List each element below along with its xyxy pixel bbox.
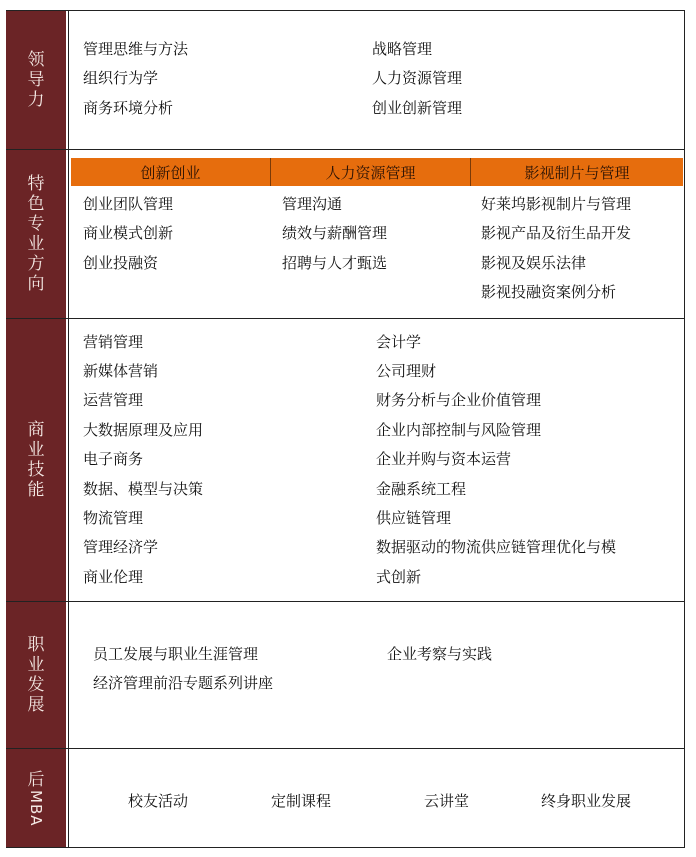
label-char: 方 bbox=[27, 254, 45, 274]
course-item: 数据驱动的物流供应链管理优化与模 bbox=[376, 538, 617, 556]
course-item: 金融系统工程 bbox=[376, 480, 467, 498]
label-char: 领 bbox=[27, 50, 45, 70]
course-item: 创业创新管理 bbox=[372, 99, 463, 117]
section-content-leadership bbox=[68, 11, 685, 149]
course-item: 云讲堂 bbox=[424, 792, 470, 810]
table-bottom-line bbox=[6, 847, 685, 848]
course-item: 定制课程 bbox=[271, 792, 332, 810]
course-item: 战略管理 bbox=[372, 40, 433, 58]
section-content-business bbox=[68, 319, 685, 601]
course-item: 物流管理 bbox=[83, 509, 144, 527]
course-item: 新媒体营销 bbox=[83, 362, 159, 380]
section-label-business bbox=[6, 319, 66, 601]
course-item: 管理经济学 bbox=[83, 538, 159, 556]
section-leadership bbox=[6, 10, 685, 149]
course-item: 终身职业发展 bbox=[541, 792, 632, 810]
course-item: 公司理财 bbox=[376, 362, 437, 380]
specialty-header: 影视制片与管理 bbox=[471, 158, 683, 186]
course-item: 人力资源管理 bbox=[372, 69, 463, 87]
label-char: 展 bbox=[27, 695, 45, 715]
course-item: 经济管理前沿专题系列讲座 bbox=[93, 674, 274, 692]
course-item: 企业考察与实践 bbox=[387, 645, 493, 663]
label-char: 色 bbox=[27, 194, 45, 214]
label-char: 力 bbox=[27, 90, 45, 110]
label-char: 专 bbox=[27, 214, 45, 234]
course-item: 创业投融资 bbox=[83, 254, 159, 272]
course-item: 影视产品及衍生品开发 bbox=[481, 224, 632, 242]
section-label-career bbox=[6, 602, 66, 748]
course-item: 员工发展与职业生涯管理 bbox=[93, 645, 259, 663]
course-item: 电子商务 bbox=[83, 450, 144, 468]
course-item: 营销管理 bbox=[83, 333, 144, 351]
course-item: 绩效与薪酬管理 bbox=[282, 224, 388, 242]
label-char: 向 bbox=[27, 274, 45, 294]
section-label-post-mba bbox=[6, 749, 66, 848]
course-item: 管理思维与方法 bbox=[83, 40, 189, 58]
course-item: 管理沟通 bbox=[282, 195, 343, 213]
course-item: 企业并购与资本运营 bbox=[376, 450, 512, 468]
section-content-career bbox=[68, 602, 685, 748]
section-label-specialty bbox=[6, 150, 66, 318]
course-item: 创业团队管理 bbox=[83, 195, 174, 213]
course-item: 校友活动 bbox=[128, 792, 189, 810]
section-career bbox=[6, 601, 685, 748]
course-item: 大数据原理及应用 bbox=[83, 421, 204, 439]
label-char: 技 bbox=[27, 460, 45, 480]
course-item: 数据、模型与决策 bbox=[83, 480, 204, 498]
label-char: 特 bbox=[27, 174, 45, 194]
section-content-post-mba bbox=[68, 749, 685, 848]
label-char: 导 bbox=[27, 70, 45, 90]
section-business bbox=[6, 318, 685, 601]
course-item: 企业内部控制与风险管理 bbox=[376, 421, 542, 439]
course-item: 影视及娱乐法律 bbox=[481, 254, 587, 272]
label-char: 业 bbox=[27, 234, 45, 254]
section-specialty bbox=[6, 149, 685, 318]
course-item: 供应链管理 bbox=[376, 509, 452, 527]
label-char: 商 bbox=[27, 420, 45, 440]
label-char: 业 bbox=[27, 655, 45, 675]
label-char: 业 bbox=[27, 440, 45, 460]
course-item: 商务环境分析 bbox=[83, 99, 174, 117]
label-char: 职 bbox=[27, 635, 45, 655]
label-char: 发 bbox=[27, 675, 45, 695]
course-item: 商业伦理 bbox=[83, 568, 144, 586]
course-item: 组织行为学 bbox=[83, 69, 159, 87]
course-item: 财务分析与企业价值管理 bbox=[376, 391, 542, 409]
course-item: 影视投融资案例分析 bbox=[481, 283, 617, 301]
section-content-specialty bbox=[68, 150, 685, 318]
course-item: 好莱坞影视制片与管理 bbox=[481, 195, 632, 213]
specialty-header: 人力资源管理 bbox=[271, 158, 471, 186]
specialty-header: 创新创业 bbox=[71, 158, 271, 186]
course-item: 式创新 bbox=[376, 568, 422, 586]
label-char: 能 bbox=[27, 480, 45, 500]
course-item: 招聘与人才甄选 bbox=[282, 254, 388, 272]
label-char: 后 bbox=[27, 770, 45, 791]
label-mba: MBA bbox=[27, 790, 45, 827]
section-label-leadership bbox=[6, 11, 66, 149]
course-item: 运营管理 bbox=[83, 391, 144, 409]
course-item: 商业模式创新 bbox=[83, 224, 174, 242]
course-item: 会计学 bbox=[376, 333, 422, 351]
section-post-mba bbox=[6, 748, 685, 848]
